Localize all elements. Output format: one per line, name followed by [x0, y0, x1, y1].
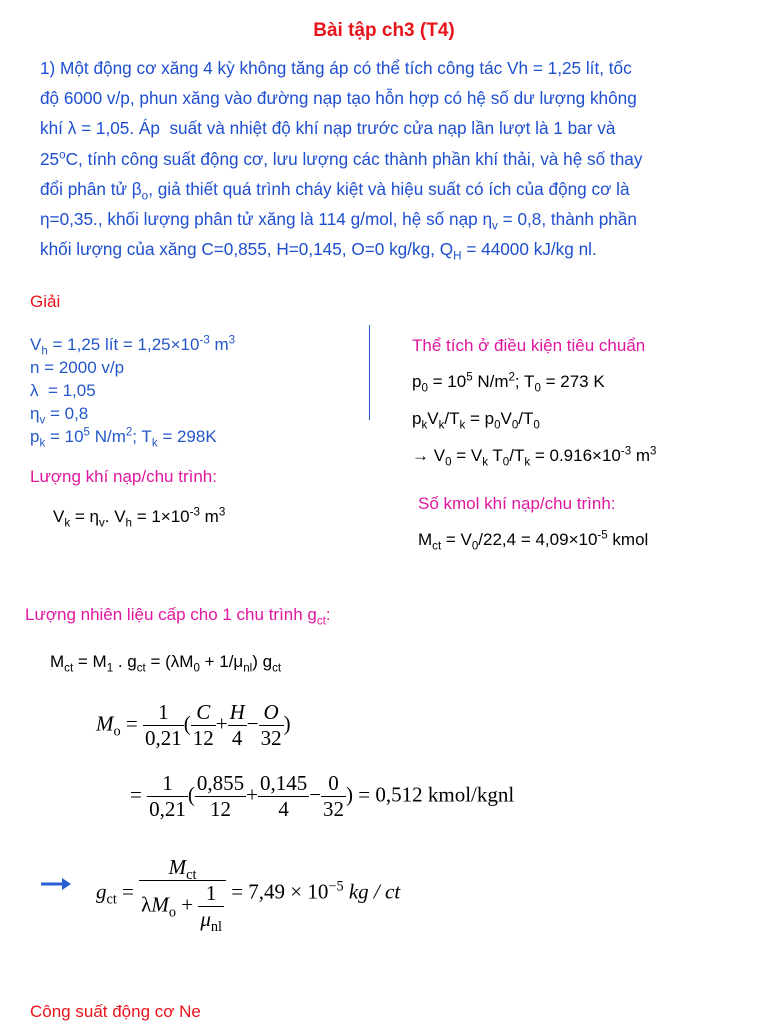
- right-arrow-icon: [40, 876, 72, 892]
- problem-line: khí λ = 1,05. Áp suất và nhiệt độ khí nạp trước cửa nạp lần lượt là 1 bar và: [40, 118, 616, 139]
- mo-result: = 0,512 kmol/kgnl: [358, 782, 515, 807]
- std-heading: Thể tích ở điều kiện tiêu chuẩn: [412, 336, 646, 355]
- problem-line: khối lượng của xăng C=0,855, H=0,145, O=0 kg/kg, $Q_H = 44000$ kJ/kg nl.: [40, 239, 597, 263]
- column-divider: [369, 325, 370, 420]
- problem-statement: [40, 53, 730, 264]
- solution-heading: Giải: [30, 292, 61, 311]
- problem-line: 25$^o$C, tính công suất động cơ, lưu lượng các thành phần khí thải, và hệ số thay: [40, 147, 643, 169]
- page-title: Bài tập ch3 (T4): [313, 20, 455, 41]
- fuel-heading: Lượng nhiên liệu cấp cho 1 chu trình $g_{ct}$:: [25, 605, 331, 628]
- given-speed: n = 2000 v/p: [30, 358, 125, 377]
- mo-formula-line1: $M_o$ = $\frac{1}{0,21}$ ( $\frac{C}{12}$ + $\frac{H}{4}$ − $\frac{O}{32}$ ): [96, 700, 291, 750]
- std-line-v0: → $V_0 = V_k$ $T_0/T_k = 0.916\times 10^{-3}$ $m^3$: [412, 445, 657, 469]
- given-eta-v: $\eta_v = 0,8$: [30, 404, 89, 427]
- given-intake-state: $p_k = 10^5$ $N/m^2$; $T_k = 298K$: [30, 426, 217, 450]
- problem-line: η=0,35., khối lượng phân tử xăng là 114 g/mol, hệ số nạp $\eta_v = 0,8$, thành phần: [40, 209, 637, 233]
- problem-line: đổi phân tử $\beta_o$, giả thiết quá trình cháy kiệt và hiệu suất có ích của động cơ là: [40, 178, 630, 203]
- intake-formula: $V_k = \eta_v$. $V_h = 1\times 10^{-3}$ $m^3$: [53, 506, 226, 530]
- problem-line: độ 6000 v/p, phun xăng vào đường nạp tạo hỗn hợp có hệ số dư lượng không: [40, 88, 637, 109]
- problem-line: 1) Một động cơ xăng 4 kỳ không tăng áp có thể tích công tác Vh = 1,25 lít, tốc: [40, 58, 632, 78]
- mo-formula-line2: = $\frac{1}{0,21}$ ( $\frac{0,855}{12}$ + $\frac{0,145}{4}$ − $\frac{0}{32}$ ) = 0,512 kmol/kgnl: [130, 771, 515, 821]
- fuel-formula: $M_{ct} = M_1$ . $g_{ct} = (\lambda M_0 + 1/\mu_{nl})$ $g_{ct}$: [50, 652, 282, 675]
- std-line-gas-law: $p_kV_k/T_k = p_0V_0/T_0$: [412, 409, 540, 432]
- power-heading: Công suất động cơ Ne: [30, 1002, 201, 1021]
- kmol-heading: Số kmol khí nạp/chu trình:: [418, 494, 616, 513]
- given-volume: $V_h = 1,25$ lít = $1,25\times 10^{-3}$ $m^3$: [30, 334, 236, 358]
- intake-heading: Lượng khí nạp/chu trình:: [30, 467, 217, 486]
- kmol-formula: $M_{ct} = V_0/22,4 = 4,09\times 10^{-5}$ kmol: [418, 529, 649, 553]
- std-line-p0: $p_0 = 10^5$ $N/m^2$; $T_0 = 273$ K: [412, 371, 605, 395]
- given-list: [30, 333, 235, 448]
- given-lambda: λ = 1,05: [30, 381, 96, 400]
- gct-formula: $g_{ct}$ = $M_{ct}$ $\lambda M_o$ + $\frac{1}{\mu_{nl}}$ = $7,49 \times 10^{-5}$ kg / ct: [96, 855, 401, 936]
